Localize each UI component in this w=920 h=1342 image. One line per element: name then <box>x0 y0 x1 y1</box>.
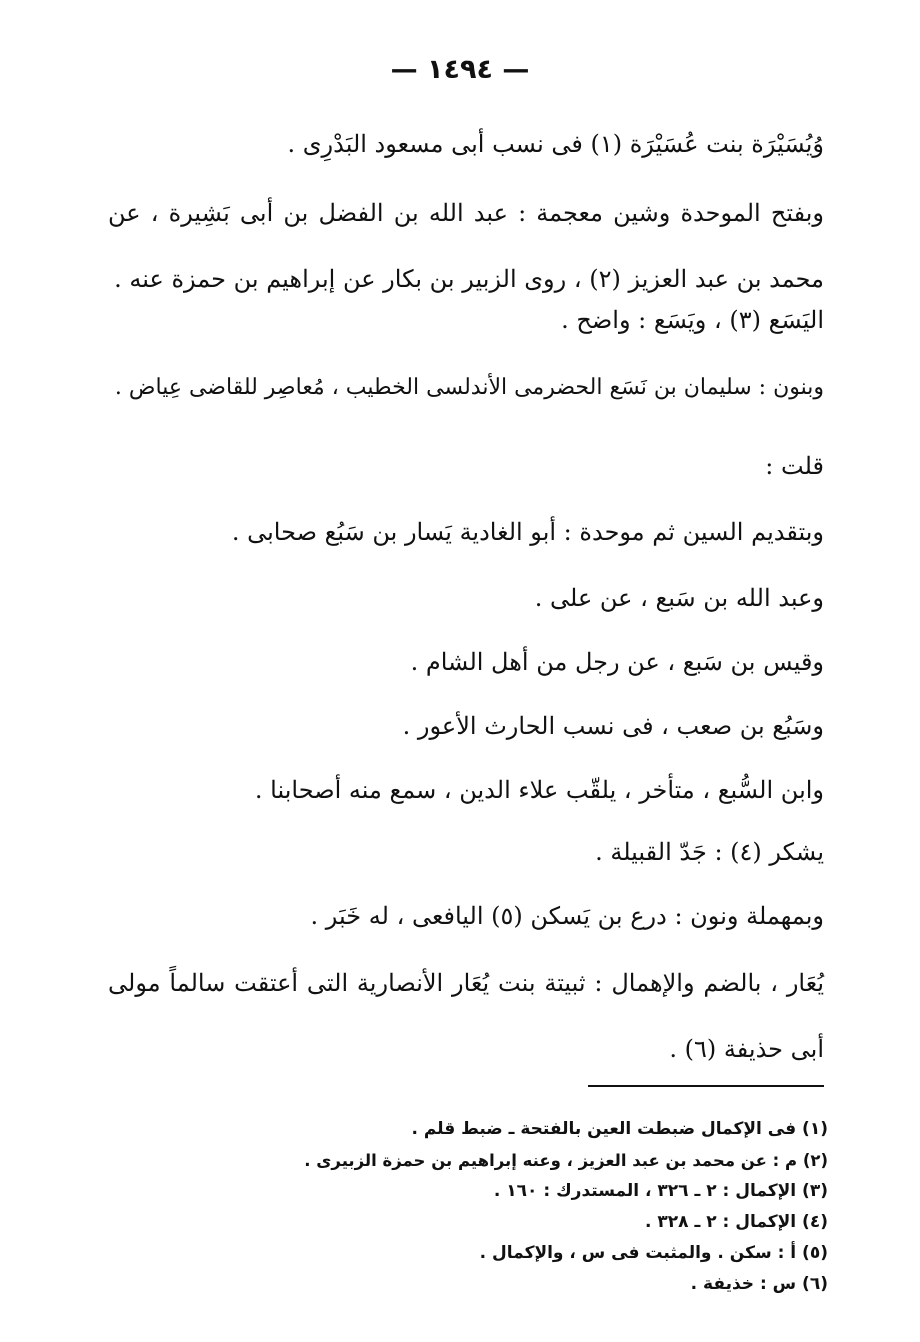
page-number: — ١٤٩٤ — <box>390 54 530 85</box>
paragraph-yashkur: يشكر (٤) : جَدّ القبيلة . <box>595 838 824 866</box>
paragraph-nasa: وبنون : سليمان بن نَسَع الحضرمى الأندلسى الخطيب ، مُعاصِر للقاضى عِياض . <box>114 375 824 400</box>
footnote-2: (٢) م : عن محمد بن عبد العزيز ، وعنه إبراهيم بن حمزة الزبيرى . <box>304 1151 828 1170</box>
footnote-3: (٣) الإكمال : ٢ ـ ٣٢٦ ، المستدرك : ١٦٠ . <box>493 1181 828 1201</box>
paragraph-ibn-alsubu: وابن السُّبع ، متأخر ، يلقّب علاء الدين ، سمع منه أصحابنا . <box>254 776 824 804</box>
footnote-4: (٤) الإكمال : ٢ ـ ٣٢٨ . <box>645 1212 828 1232</box>
footnote-1: (١) فى الإكمال ضبطت العين بالفتحة ـ ضبط قلم . <box>411 1119 828 1139</box>
paragraph-alyasa: اليَسَع (٣) ، ويَسَع : واضح . <box>561 306 824 334</box>
paragraph-yuar: يُعَار ، بالضم والإهمال : ثبيتة بنت يُعَار الأنصارية التى أعتقت سالماً مولى أبى حذيفة (٦) . <box>108 969 824 1063</box>
paragraph-bashira: وبفتح الموحدة وشين معجمة : عبد الله بن الفضل بن أبى بَشِيرة ، عن محمد بن عبد العزيز (٢) ، روى الزبير بن بكار عن إبراهيم بن حمزة عنه . <box>108 199 825 293</box>
paragraph-yusayra: وُيُسَيْرَة بنت عُسَيْرَة (١) فى نسب أبى مسعود البَدْرِى . <box>287 130 824 158</box>
footnotes <box>300 1114 828 1300</box>
paragraph-sabu-yasar: وبتقديم السين ثم موحدة : أبو الغادية يَسار بن سَبُع صحابى . <box>231 518 824 546</box>
footnote-6: (٦) س : خذيفة . <box>690 1274 828 1294</box>
paragraph-qays-sab: وقيس بن سَبع ، عن رجل من أهل الشام . <box>410 648 824 676</box>
paragraph-abdullah-sab: وعبد الله بن سَبع ، عن على . <box>534 584 824 612</box>
footnote-divider <box>588 1085 824 1087</box>
paragraph-yaskun: وبمهملة ونون : درع بن يَسكن (٥) اليافعى ، له خَبَر . <box>310 902 824 930</box>
qultu-heading: قلت : <box>765 452 824 480</box>
footnote-5: (٥) أ : سكن . والمثبت فى س ، والإكمال . <box>479 1243 828 1263</box>
paragraph-sabu-sab: وسَبُع بن صعب ، فى نسب الحارث الأعور . <box>402 712 824 740</box>
